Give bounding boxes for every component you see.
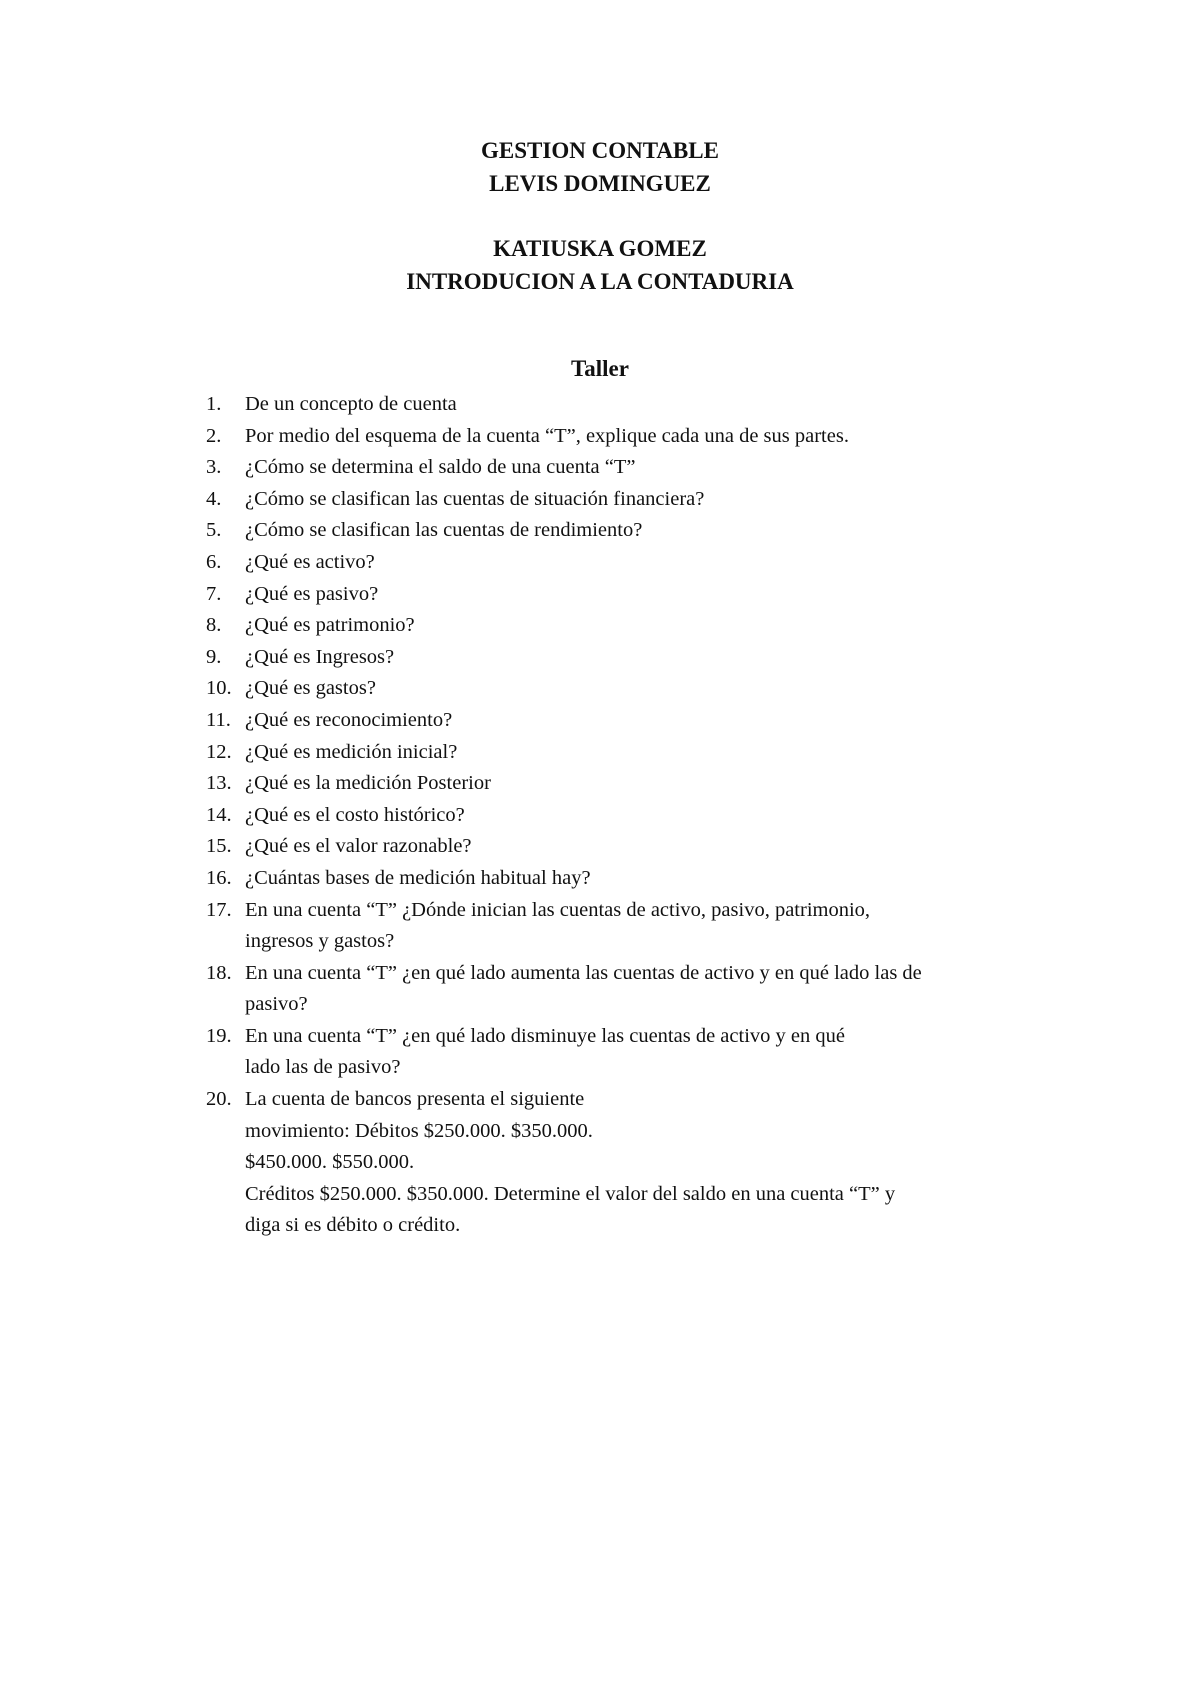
question-text-line: ¿Qué es el costo histórico?: [245, 803, 465, 826]
question-text-line: ¿Cuántas bases de medición habitual hay?: [245, 866, 591, 889]
question-item-9: [206, 642, 1106, 674]
question-number: 18.: [206, 961, 232, 984]
question-item-14: [206, 800, 1106, 832]
question-text-line: De un concepto de cuenta: [245, 393, 457, 415]
question-item-3: [206, 452, 1106, 484]
question-number: 12.: [206, 740, 232, 763]
question-item-4: [206, 484, 1106, 516]
question-number: 6.: [206, 550, 222, 573]
question-text-line: pasivo?: [245, 993, 308, 1016]
question-item-6: [206, 547, 1106, 579]
course-title: GESTION CONTABLE: [481, 138, 719, 163]
question-item-19: [206, 1021, 1106, 1084]
question-item-17: [206, 895, 1106, 958]
question-number: 11.: [206, 708, 231, 731]
question-item-13: [206, 768, 1106, 800]
question-item-20: [206, 1084, 1106, 1242]
question-item-15: [206, 831, 1106, 863]
question-text-line: ¿Qué es gastos?: [245, 677, 376, 700]
question-text-line: ¿Qué es medición inicial?: [245, 740, 458, 763]
question-number: 8.: [206, 614, 222, 637]
question-text-line: ¿Qué es Ingresos?: [245, 645, 395, 668]
question-item-16: [206, 863, 1106, 895]
question-text-line: En una cuenta “T” ¿Dónde inician las cuentas de activo, pasivo, patrimonio,: [245, 898, 871, 921]
question-text-line: ¿Qué es pasivo?: [245, 582, 379, 605]
question-number: 10.: [206, 677, 232, 700]
question-text-line: ¿Cómo se clasifican las cuentas de situación financiera?: [245, 487, 705, 510]
question-text-line: ¿Cómo se determina el saldo de una cuenta “T”: [245, 456, 636, 479]
question-text-line: movimiento: Débitos $250.000. $350.000.: [245, 1119, 593, 1142]
question-number: 17.: [206, 898, 232, 921]
question-text-line: ¿Qué es activo?: [245, 550, 375, 573]
question-list: [206, 389, 1106, 1242]
subject-title: INTRODUCION A LA CONTADURIA: [406, 269, 794, 294]
question-text-line: ingresos y gastos?: [245, 930, 395, 953]
question-item-8: [206, 610, 1106, 642]
instructor-name: LEVIS DOMINGUEZ: [489, 171, 711, 196]
header-student-block: [0, 232, 1200, 298]
question-item-1: [206, 389, 1106, 421]
question-number: 7.: [206, 582, 222, 605]
question-number: 19.: [206, 1024, 232, 1047]
question-number: 2.: [206, 424, 222, 447]
question-number: 15.: [206, 835, 232, 858]
question-item-7: [206, 579, 1106, 611]
section-title: Taller: [571, 356, 629, 381]
header-course-block: [0, 134, 1200, 200]
question-number: 20.: [206, 1088, 232, 1111]
question-number: 14.: [206, 803, 232, 826]
question-item-5: [206, 515, 1106, 547]
question-text-line: ¿Qué es el valor razonable?: [245, 835, 472, 858]
question-text-line: ¿Qué es patrimonio?: [245, 614, 415, 637]
question-item-11: [206, 705, 1106, 737]
question-number: 3.: [206, 456, 222, 479]
question-text-line: Por medio del esquema de la cuenta “T”, explique cada una de sus partes.: [245, 424, 849, 447]
question-text-line: En una cuenta “T” ¿en qué lado disminuye las cuentas de activo y en qué: [245, 1024, 845, 1047]
student-name: KATIUSKA GOMEZ: [493, 236, 707, 261]
question-number: 1.: [206, 393, 222, 415]
question-text-line: En una cuenta “T” ¿en qué lado aumenta las cuentas de activo y en qué lado las de: [245, 961, 922, 984]
question-text-line: Créditos $250.000. $350.000. Determine el valor del saldo en una cuenta “T” y: [245, 1182, 896, 1205]
question-text-line: diga si es débito o crédito.: [245, 1214, 461, 1237]
question-item-18: [206, 958, 1106, 1021]
question-number: 9.: [206, 645, 222, 668]
question-text-line: lado las de pasivo?: [245, 1056, 401, 1079]
question-text-line: ¿Cómo se clasifican las cuentas de rendimiento?: [245, 519, 643, 542]
question-number: 5.: [206, 519, 222, 542]
question-text-line: ¿Qué es reconocimiento?: [245, 708, 453, 731]
question-item-10: [206, 673, 1106, 705]
question-text-line: ¿Qué es la medición Posterior: [245, 772, 491, 795]
question-item-2: [206, 421, 1106, 453]
question-number: 13.: [206, 772, 232, 795]
question-text-line: La cuenta de bancos presenta el siguiente: [245, 1088, 585, 1111]
question-number: 4.: [206, 487, 222, 510]
question-item-12: [206, 737, 1106, 769]
question-number: 16.: [206, 866, 232, 889]
question-text-line: $450.000. $550.000.: [245, 1151, 415, 1174]
